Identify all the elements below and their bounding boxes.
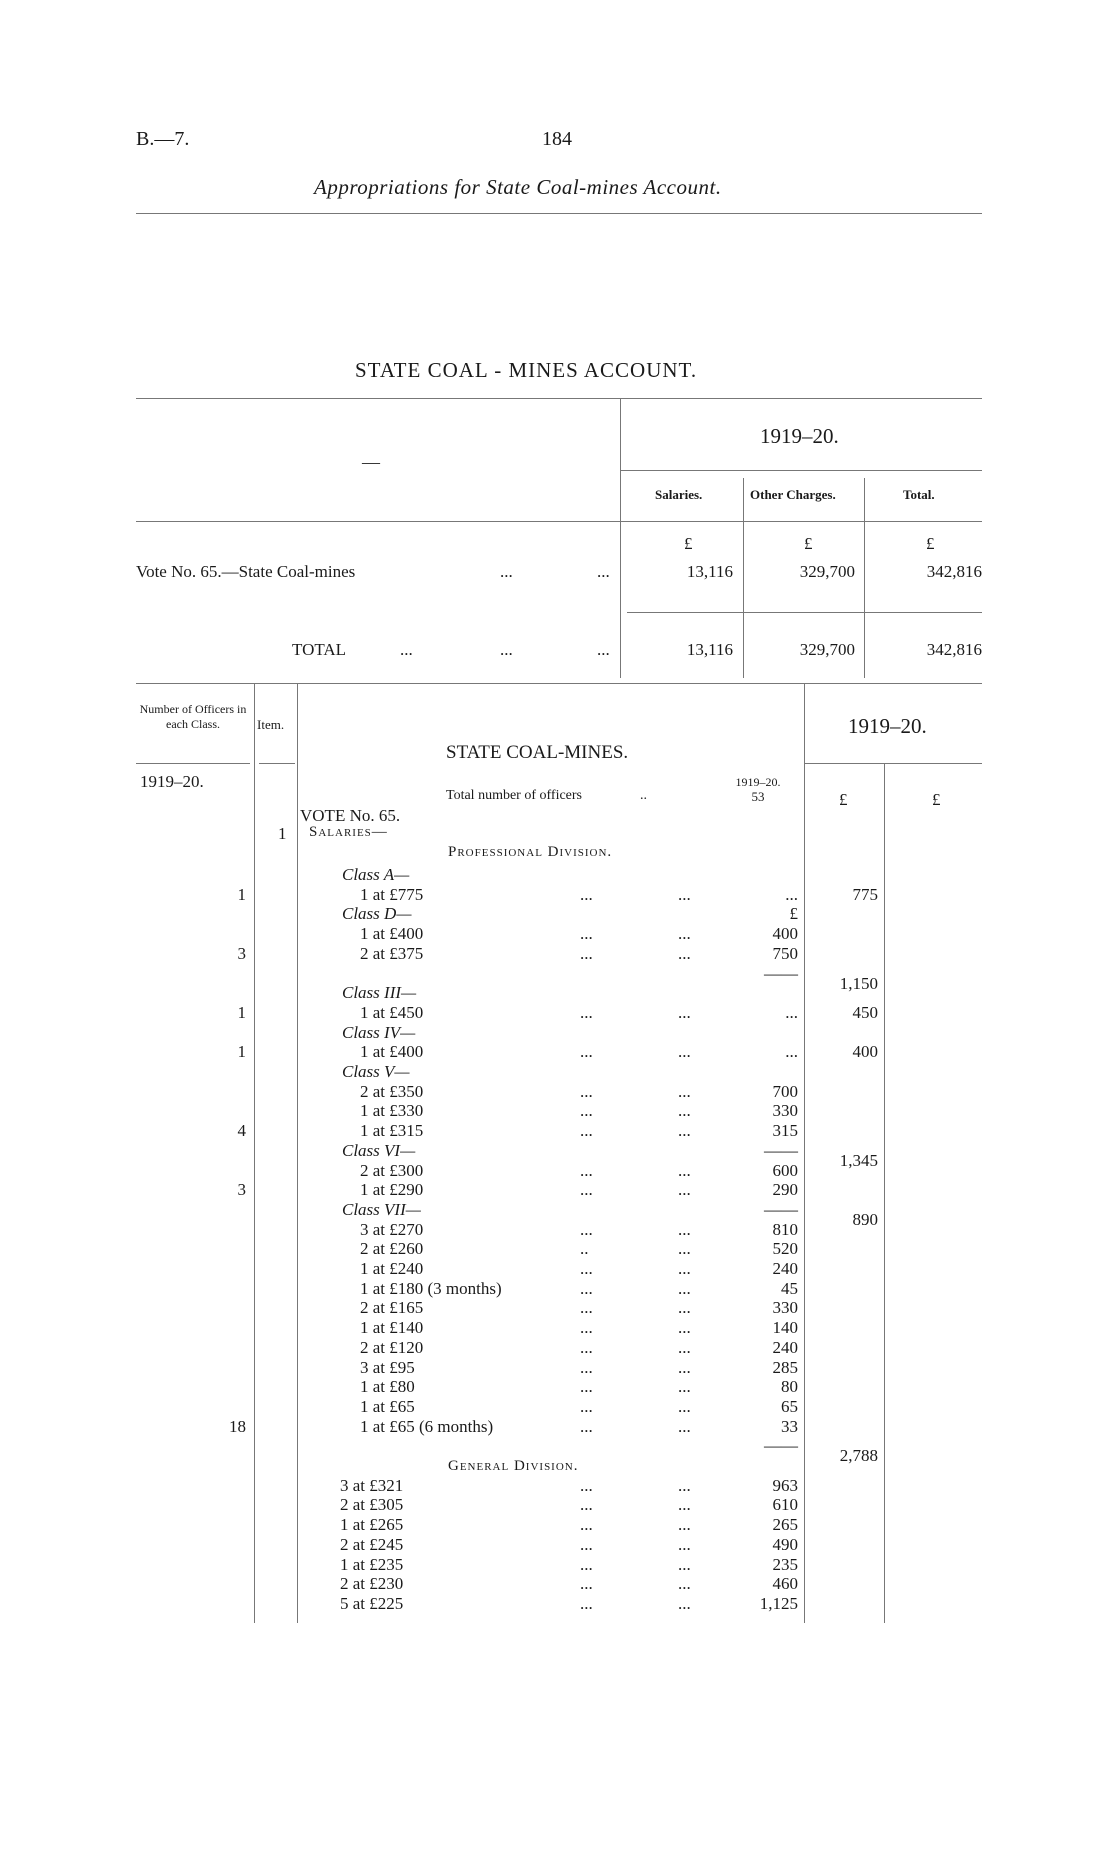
amount-detail: 330 <box>772 1101 798 1120</box>
amount-detail: 700 <box>772 1082 798 1101</box>
leader-dots: ... <box>580 1377 593 1396</box>
leader-dots: ... <box>678 1161 691 1180</box>
leader-dots: .. <box>580 1239 589 1258</box>
summary-top-rule <box>136 398 982 399</box>
leader-dots: ... <box>678 1358 691 1377</box>
summary-year: 1919–20. <box>760 424 839 448</box>
subtotal-rule <box>627 612 982 613</box>
leader-dots: ... <box>678 944 691 963</box>
amount-detail: 45 <box>781 1279 798 1298</box>
leader-dots: ... <box>678 1397 691 1416</box>
currency-other: £ <box>804 534 813 553</box>
amount-detail: 600 <box>772 1161 798 1180</box>
officer-count: 4 <box>237 1121 246 1140</box>
leader-dots: ... <box>678 1495 691 1514</box>
amount-subtotal: 1,345 <box>839 1151 878 1170</box>
leader-dots: ... <box>580 1298 593 1317</box>
leader-dots: ... <box>678 1121 691 1140</box>
amount-detail: —— <box>764 1200 798 1219</box>
salary-line: 2 at £305 <box>340 1495 404 1514</box>
detail-col-divider-main <box>804 683 805 1623</box>
page-number: 184 <box>542 128 572 150</box>
running-title: Appropriations for State Coal-mines Account. <box>314 175 722 199</box>
currency-total: £ <box>926 534 935 553</box>
amount-detail: 810 <box>772 1220 798 1239</box>
salary-line: 3 at £321 <box>340 1476 404 1495</box>
total-dots-1: ... <box>400 640 413 659</box>
total-dots-2: ... <box>500 640 513 659</box>
item-header-rule <box>259 763 295 764</box>
leader-dots: ... <box>580 1259 593 1278</box>
leader-dots: ... <box>580 1338 593 1357</box>
salary-line: 1 at £140 <box>360 1318 424 1337</box>
class-heading: Class VI— <box>342 1141 416 1160</box>
amount-subtotal: 1,150 <box>839 974 878 993</box>
amount-detail: 400 <box>772 924 798 943</box>
vote-other-charges: 329,700 <box>799 562 855 581</box>
total-total: 342,816 <box>926 640 982 659</box>
salary-line: 3 at £95 <box>360 1358 415 1377</box>
leader-dots: ... <box>580 1476 593 1495</box>
currency-col-1: £ <box>839 790 848 809</box>
amount-detail: 290 <box>772 1180 798 1199</box>
leader-dots: ... <box>580 1161 593 1180</box>
amount-detail: —— <box>764 1436 798 1455</box>
detail-year-left: 1919–20. <box>140 772 204 791</box>
amount-detail: —— <box>764 1141 798 1160</box>
vote-salaries: 13,116 <box>686 562 733 581</box>
leader-dots: ... <box>678 885 691 904</box>
summary-year-rule <box>620 470 982 471</box>
leader-dots: ... <box>580 1180 593 1199</box>
salary-line: 2 at £300 <box>360 1161 424 1180</box>
class-heading: Class IV— <box>342 1023 416 1042</box>
amount-detail: ... <box>785 1042 798 1061</box>
detail-col-divider-officers <box>254 683 255 1623</box>
amount-detail: ... <box>785 885 798 904</box>
class-heading: Class III— <box>342 983 417 1002</box>
leader-dots: ... <box>678 1259 691 1278</box>
amount-detail: 285 <box>772 1358 798 1377</box>
salary-line: 1 at £265 <box>340 1515 404 1534</box>
salary-line: 2 at £120 <box>360 1338 424 1357</box>
col-item-header: Item. <box>257 717 285 732</box>
salary-line: 1 at £315 <box>360 1121 424 1140</box>
leader-dots: ... <box>580 1495 593 1514</box>
salary-line: 2 at £230 <box>340 1574 404 1593</box>
vote-dots-2: ... <box>597 562 610 581</box>
summary-col-divider-3 <box>864 478 865 678</box>
salary-line: 2 at £350 <box>360 1082 424 1101</box>
salary-line: 2 at £375 <box>360 944 424 963</box>
leader-dots: ... <box>580 1101 593 1120</box>
leader-dots: ... <box>580 1515 593 1534</box>
amount-detail: £ <box>789 904 798 923</box>
amount-detail: 240 <box>772 1259 798 1278</box>
col-officers-header: Number of Officers in each Class. <box>139 702 247 731</box>
amount-subtotal: 400 <box>852 1042 878 1061</box>
salary-line: 1 at £180 (3 months) <box>360 1279 502 1298</box>
leader-dots: ... <box>678 1574 691 1593</box>
leader-dots: ... <box>580 1042 593 1061</box>
summary-header-rule <box>136 521 982 522</box>
leader-dots: ... <box>580 1535 593 1554</box>
leader-dots: ... <box>678 1220 691 1239</box>
salary-line: 1 at £235 <box>340 1555 404 1574</box>
officers-header-rule <box>136 763 250 764</box>
class-heading: Class D— <box>342 904 412 923</box>
salary-line: 5 at £225 <box>340 1594 404 1613</box>
summary-title: STATE COAL - MINES ACCOUNT. <box>355 358 698 382</box>
officer-count: 1 <box>237 1042 246 1061</box>
leader-dots: ... <box>678 1377 691 1396</box>
amount-subtotal: 450 <box>852 1003 878 1022</box>
amount-detail: 240 <box>772 1338 798 1357</box>
leader-dots: ... <box>678 1180 691 1199</box>
leader-dots: ... <box>678 1279 691 1298</box>
detail-year-rule <box>804 763 982 764</box>
col-total: Total. <box>903 487 935 502</box>
col-other-charges: Other Charges. <box>750 487 836 502</box>
salary-line: 1 at £400 <box>360 924 424 943</box>
salary-line: 2 at £165 <box>360 1298 424 1317</box>
amount-detail: 235 <box>772 1555 798 1574</box>
amount-detail: 520 <box>772 1239 798 1258</box>
amount-detail: 80 <box>781 1377 798 1396</box>
leader-dots: ... <box>678 1594 691 1613</box>
detail-col-divider-money <box>884 763 885 1623</box>
amount-detail: 490 <box>772 1535 798 1554</box>
professional-division-heading: Professional Division. <box>448 844 613 860</box>
leader-dots: ... <box>580 1121 593 1140</box>
amount-detail: —— <box>764 964 798 983</box>
vote-total: 342,816 <box>926 562 982 581</box>
vote-label: Vote No. 65.—State Coal-mines <box>136 562 356 581</box>
total-officers-dots: .. <box>640 788 647 803</box>
leader-dots: ... <box>580 1555 593 1574</box>
amount-detail: 1,125 <box>759 1594 798 1613</box>
salary-line: 1 at £240 <box>360 1259 424 1278</box>
total-officers-label: Total number of officers <box>446 788 582 803</box>
officer-count: 1 <box>237 885 246 904</box>
leader-dots: ... <box>580 1318 593 1337</box>
class-heading: Class V— <box>342 1062 410 1081</box>
leader-dots: ... <box>678 1338 691 1357</box>
class-heading: Class VII— <box>342 1200 421 1219</box>
leader-dots: ... <box>678 1003 691 1022</box>
leader-dots: ... <box>678 1042 691 1061</box>
currency-col-2: £ <box>932 790 941 809</box>
leader-dots: ... <box>678 1535 691 1554</box>
leader-dots: ... <box>580 1574 593 1593</box>
leader-dots: ... <box>678 1476 691 1495</box>
summary-bottom-rule <box>136 683 982 684</box>
leader-dots: ... <box>678 1101 691 1120</box>
leader-dots: ... <box>580 1220 593 1239</box>
leader-dots: ... <box>678 1318 691 1337</box>
amount-detail: 65 <box>781 1397 798 1416</box>
vote-heading: VOTE No. 65. <box>300 806 401 825</box>
officer-count: 18 <box>229 1417 246 1436</box>
officer-count: 1 <box>237 1003 246 1022</box>
amount-detail: 610 <box>772 1495 798 1514</box>
total-other-charges: 329,700 <box>799 640 855 659</box>
salary-line: 1 at £65 (6 months) <box>360 1417 494 1436</box>
summary-dash: — <box>362 452 380 472</box>
amount-subtotal: 775 <box>852 885 878 904</box>
leader-dots: ... <box>580 1279 593 1298</box>
amount-detail: 963 <box>772 1476 798 1495</box>
salary-line: 1 at £65 <box>360 1397 415 1416</box>
salary-line: 1 at £450 <box>360 1003 424 1022</box>
salary-line: 1 at £330 <box>360 1101 424 1120</box>
amount-detail: 750 <box>772 944 798 963</box>
amount-subtotal: 890 <box>852 1210 878 1229</box>
amount-subtotal: 2,788 <box>839 1446 878 1465</box>
salary-line: 1 at £290 <box>360 1180 424 1199</box>
leader-dots: ... <box>678 1555 691 1574</box>
salary-line: 1 at £80 <box>360 1377 415 1396</box>
col-salaries: Salaries. <box>655 487 703 502</box>
leader-dots: ... <box>580 1594 593 1613</box>
general-division-heading: General Division. <box>448 1458 579 1474</box>
salary-line: 1 at £775 <box>360 885 424 904</box>
vote-dots-1: ... <box>500 562 513 581</box>
amount-detail: 265 <box>772 1515 798 1534</box>
salary-line: 3 at £270 <box>360 1220 424 1239</box>
detail-year-right: 1919–20. <box>848 714 927 738</box>
detail-heading: STATE COAL-MINES. <box>446 742 629 763</box>
leader-dots: ... <box>580 944 593 963</box>
leader-dots: ... <box>580 885 593 904</box>
leader-dots: ... <box>678 1417 691 1436</box>
leader-dots: ... <box>678 924 691 943</box>
salary-line: 2 at £260 <box>360 1239 424 1258</box>
amount-detail: 140 <box>772 1318 798 1337</box>
amount-detail: 315 <box>772 1121 798 1140</box>
item-number: 1 <box>278 824 287 843</box>
officer-count: 3 <box>237 944 246 963</box>
leader-dots: ... <box>580 1003 593 1022</box>
leader-dots: ... <box>580 1397 593 1416</box>
total-dots-3: ... <box>597 640 610 659</box>
document-code: B.—7. <box>136 128 190 150</box>
class-heading: Class A— <box>342 865 410 884</box>
leader-dots: ... <box>580 1082 593 1101</box>
amount-detail: 330 <box>772 1298 798 1317</box>
leader-dots: ... <box>580 924 593 943</box>
total-officers-year: 1919–20. <box>735 775 781 789</box>
leader-dots: ... <box>678 1239 691 1258</box>
total-label: TOTAL <box>292 640 347 659</box>
leader-dots: ... <box>580 1417 593 1436</box>
amount-detail: 33 <box>781 1417 798 1436</box>
total-salaries: 13,116 <box>686 640 733 659</box>
summary-col-divider-2 <box>743 478 744 678</box>
detail-col-divider-item <box>297 683 298 1623</box>
salary-line: 2 at £245 <box>340 1535 404 1554</box>
leader-dots: ... <box>678 1298 691 1317</box>
summary-col-divider <box>620 398 621 678</box>
leader-dots: ... <box>678 1515 691 1534</box>
currency-salaries: £ <box>684 534 693 553</box>
officer-count: 3 <box>237 1180 246 1199</box>
total-officers-count: 53 <box>751 789 765 804</box>
salary-line: 1 at £400 <box>360 1042 424 1061</box>
amount-detail: ... <box>785 1003 798 1022</box>
leader-dots: ... <box>580 1358 593 1377</box>
amount-detail: 460 <box>772 1574 798 1593</box>
header-rule <box>136 213 982 214</box>
salaries-heading: Salaries— <box>309 824 388 840</box>
leader-dots: ... <box>678 1082 691 1101</box>
